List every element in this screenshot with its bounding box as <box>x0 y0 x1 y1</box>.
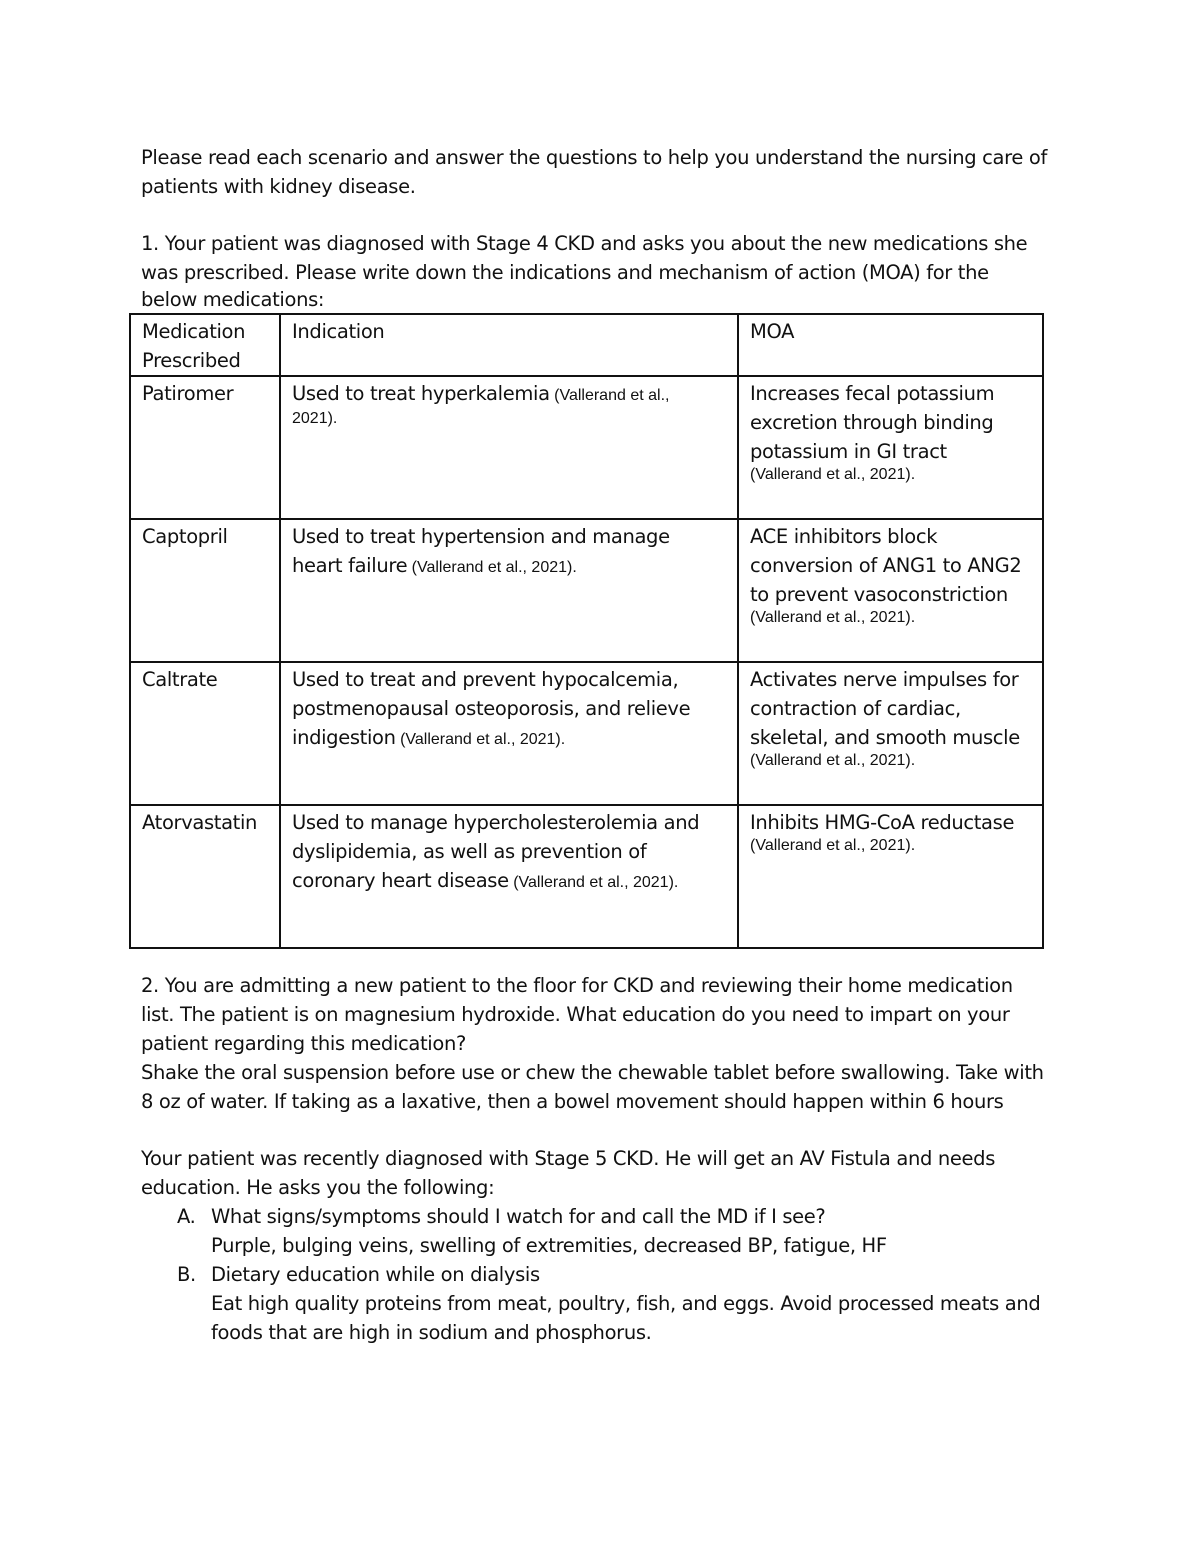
citation: (Vallerand et al., 2021). <box>407 559 577 576</box>
table-header-row <box>130 314 1043 376</box>
indication-cell: Used to treat hyperkalemia (Vallerand et al., 2021). <box>280 376 738 519</box>
question-3 <box>141 1144 1071 1202</box>
table-row <box>130 519 1043 662</box>
question-1-line: 1. Your patient was diagnosed with Stage 4 CKD and asks you about the new medications she <box>141 232 1028 255</box>
medication-cell: Patiromer <box>130 376 280 519</box>
question-3-line: Your patient was recently diagnosed with Stage 5 CKD. He will get an AV Fistula and needs <box>141 1147 996 1170</box>
list-marker: B. <box>177 1263 196 1286</box>
citation: (Vallerand et al., 2021). <box>508 874 679 891</box>
citation: (Vallerand et al., 2021). <box>750 466 916 483</box>
moa-cell: Activates nerve impulses for contraction of cardiac, skeletal, and smooth muscle (Vallerand et al., 2021). <box>738 662 1043 805</box>
citation: (Vallerand et al., 2021). <box>750 609 916 626</box>
table-row <box>130 376 1043 519</box>
list-question: What signs/symptoms should I watch for and call the MD if I see? <box>211 1205 826 1228</box>
list-answer: Purple, bulging veins, swelling of extremities, decreased BP, fatigue, HF <box>211 1234 887 1257</box>
question-2-line: patient regarding this medication? <box>141 1032 466 1055</box>
table-row <box>130 662 1043 805</box>
intro-paragraph <box>141 143 1071 201</box>
list-item <box>177 1202 1057 1260</box>
citation: (Vallerand et al., 2021). <box>750 752 916 769</box>
moa-cell: ACE inhibitors block conversion of ANG1 to ANG2 to prevent vasoconstriction (Vallerand et al., 2021). <box>738 519 1043 662</box>
medication-cell: Captopril <box>130 519 280 662</box>
question-1 <box>141 229 1071 314</box>
citation: (Vallerand et al., 2021). <box>750 837 916 854</box>
question-3-list <box>177 1202 1057 1347</box>
question-2-answer: 8 oz of water. If taking as a laxative, then a bowel movement should happen within 6 hours <box>141 1090 1004 1113</box>
indication-cell: Used to treat and prevent hypocalcemia, postmenopausal osteoporosis, and relieve indigestion (Vallerand et al., 2021). <box>280 662 738 805</box>
question-1-line: below medications: <box>141 288 325 311</box>
medication-cell: Atorvastatin <box>130 805 280 948</box>
question-2-answer: Shake the oral suspension before use or chew the chewable tablet before swallowing. Take with <box>141 1061 1044 1084</box>
citation: (Vallerand et al., <box>549 387 670 404</box>
question-2 <box>141 971 1071 1116</box>
header-indication: Indication <box>280 314 738 376</box>
question-2-line: 2. You are admitting a new patient to the floor for CKD and reviewing their home medication <box>141 974 1013 997</box>
table-row <box>130 805 1043 948</box>
intro-line: patients with kidney disease. <box>141 175 416 198</box>
moa-cell: Inhibits HMG-CoA reductase (Vallerand et al., 2021). <box>738 805 1043 948</box>
list-marker: A. <box>177 1205 196 1228</box>
indication-cell: Used to manage hypercholesterolemia and dyslipidemia, as well as prevention of coronary heart disease (Vallerand et al., 2021). <box>280 805 738 948</box>
question-2-line: list. The patient is on magnesium hydroxide. What education do you need to impart on your <box>141 1003 1010 1026</box>
header-medication: Medication Prescribed <box>130 314 280 376</box>
list-question: Dietary education while on dialysis <box>211 1263 540 1286</box>
moa-cell: Increases fecal potassium excretion through binding potassium in GI tract (Vallerand et al., 2021). <box>738 376 1043 519</box>
question-3-line: education. He asks you the following: <box>141 1176 495 1199</box>
header-moa: MOA <box>738 314 1043 376</box>
citation: (Vallerand et al., 2021). <box>395 731 566 748</box>
list-answer: foods that are high in sodium and phosphorus. <box>211 1321 652 1344</box>
medications-table <box>129 313 1044 949</box>
citation: 2021). <box>292 410 338 427</box>
indication-cell: Used to treat hypertension and manage heart failure (Vallerand et al., 2021). <box>280 519 738 662</box>
intro-line: Please read each scenario and answer the questions to help you understand the nursing care of <box>141 146 1047 169</box>
list-answer: Eat high quality proteins from meat, poultry, fish, and eggs. Avoid processed meats and <box>211 1292 1041 1315</box>
question-1-line: was prescribed. Please write down the indications and mechanism of action (MOA) for the <box>141 261 989 284</box>
list-item <box>177 1260 1057 1347</box>
medication-cell: Caltrate <box>130 662 280 805</box>
